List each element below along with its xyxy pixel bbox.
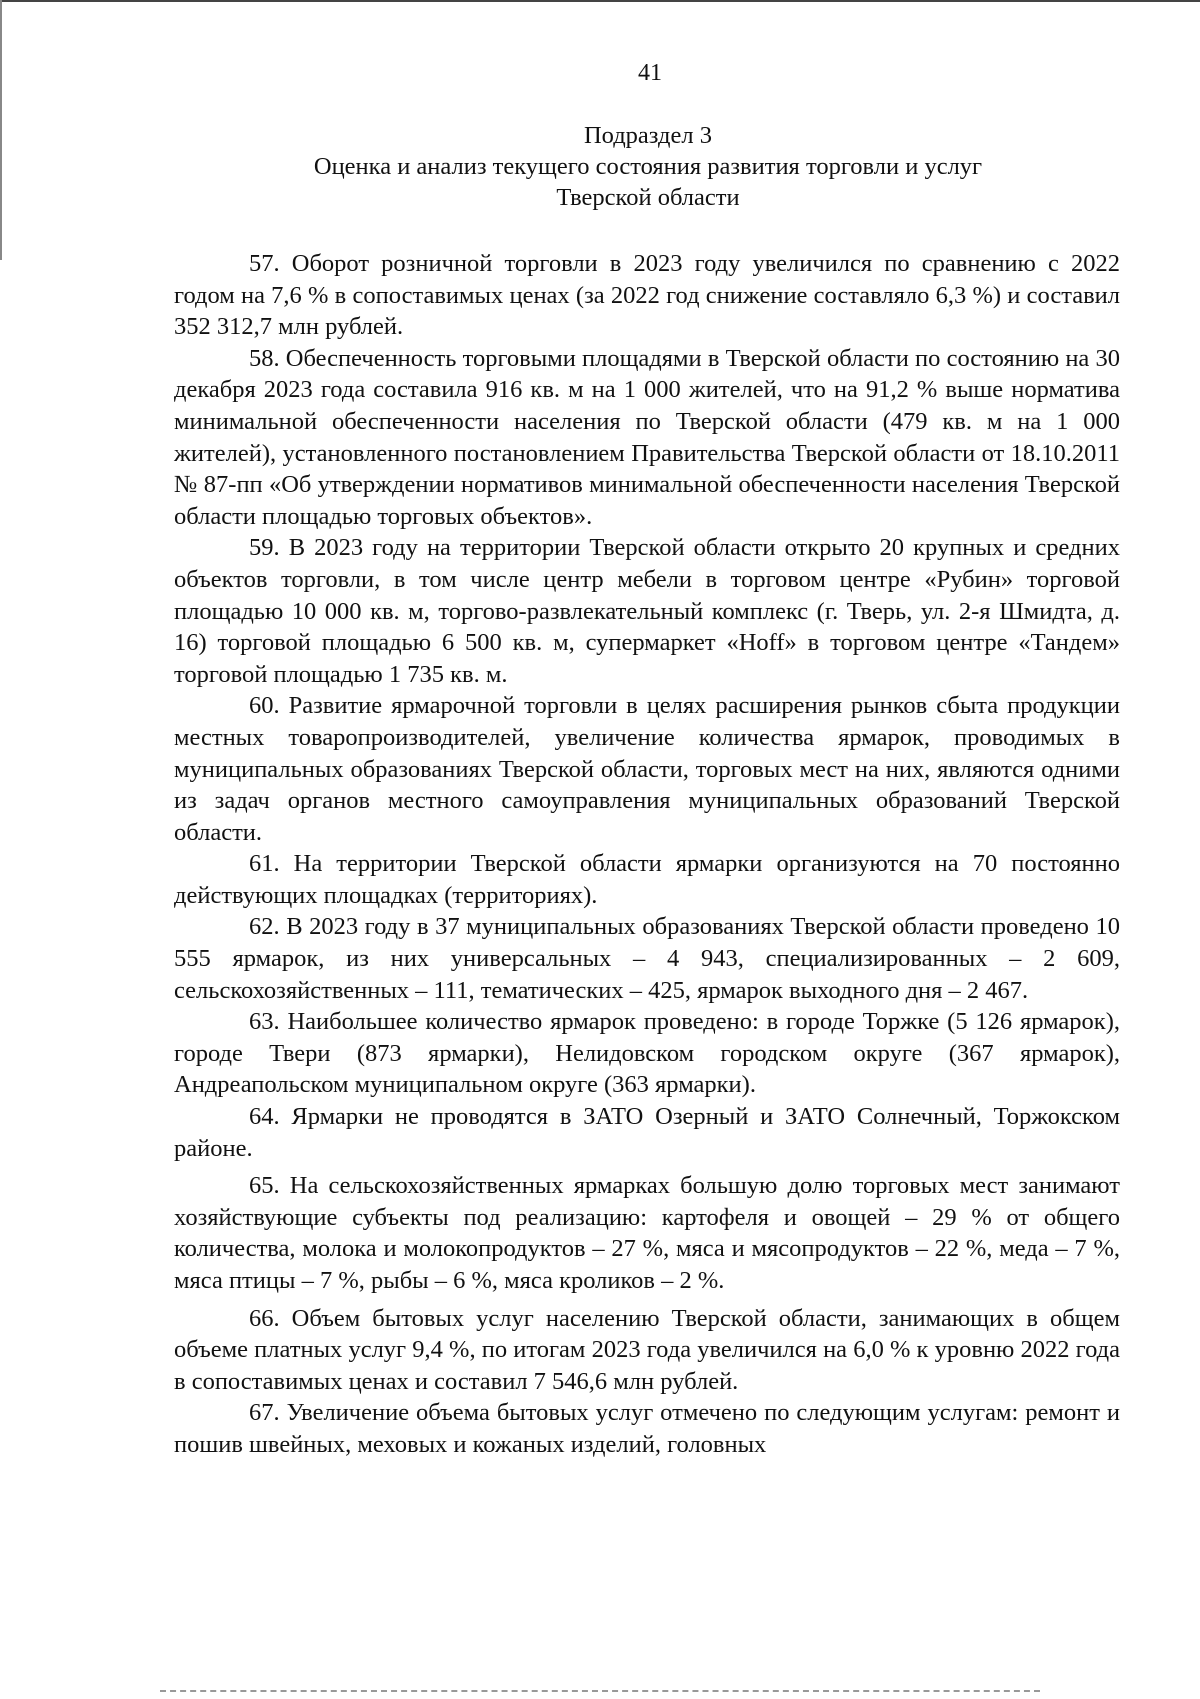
scan-left-edge xyxy=(0,0,2,260)
paragraph-62: 62. В 2023 году в 37 муниципальных образованиях Тверской области проведено 10 555 ярмарок, из них универсальных – 4 943, специализированных – 2 609, сельскохозяйственных – 111, тематических – 425, ярмарок выходного дня – 2 467. xyxy=(174,913,1120,1004)
paragraph-60: 60. Развитие ярмарочной торговли в целях расширения рынков сбыта продукции местных товаропроизводителей, увеличение количества ярмарок, проводимых в муниципальных образованиях Тверской области, торговых мест на них, являются одними из задач органов местного самоуправления муниципальных образований Тверской области. xyxy=(174,692,1120,846)
paragraph-66: 66. Объем бытовых услуг населению Тверской области, занимающих в общем объеме платных услуг 9,4 %, по итогам 2023 года увеличился на 6,0 % к уровню 2022 года в сопоставимых ценах и составил 7 546,6 млн рублей. xyxy=(174,1304,1120,1395)
page-number: 41 xyxy=(638,60,662,86)
paragraph-59: 59. В 2023 году на территории Тверской области открыто 20 крупных и средних объектов торговли, в том числе центр мебели в торговом центре «Рубин» торговой площадью 10 000 кв. м, торгово-развлекательный комплекс (г. Тверь, ул. 2-я Шмидта, д. 16) торговой площадью 6 500 кв. м, супермаркет «Hoff» в торговом центре «Тандем» торговой площадью 1 735 кв. м. xyxy=(174,534,1120,688)
subsection-label: Подраздел 3 xyxy=(583,122,712,149)
paragraph-63: 63. Наибольшее количество ярмарок проведено: в городе Торжке (5 126 ярмарок), городе Твери (873 ярмарки), Нелидовском городском округе (367 ярмарок), Андреапольском муниципальном округе (363 ярмарки). xyxy=(174,1008,1120,1099)
paragraph-65: 65. На сельскохозяйственных ярмарках большую долю торговых мест занимают хозяйствующие субъекты под реализацию: картофеля и овощей – 29 % от общего количества, молока и молокопродуктов – 27 %, мяса и мясопродуктов – 22 %, меда – 7 %, мяса птицы – 7 %, рыбы – 6 %, мяса кроликов – 2 %. xyxy=(174,1172,1120,1294)
paragraph-58: 58. Обеспеченность торговыми площадями в Тверской области по состоянию на 30 декабря 2023 года составила 916 кв. м на 1 000 жителей, что на 91,2 % выше норматива минимальной обеспеченности населения по Тверской области (479 кв. м на 1 000 жителей), установленного постановлением Правительства Тверской области от 18.10.2011 № 87-пп «Об утверждении нормативов минимальной обеспеченности населения Тверской области площадью торговых объектов». xyxy=(174,344,1120,530)
section-title-line-1: Оценка и анализ текущего состояния развития торговли и услуг xyxy=(313,153,983,180)
paragraph-61: 61. На территории Тверской области ярмарки организуются на 70 постоянно действующих площадках (территориях). xyxy=(174,850,1120,909)
paragraph-64: 64. Ярмарки не проводятся в ЗАТО Озерный и ЗАТО Солнечный, Торжокском районе. xyxy=(174,1103,1120,1162)
body-text xyxy=(174,248,1120,1461)
paragraph-67: 67. Увеличение объема бытовых услуг отмечено по следующим услугам: ремонт и пошив швейных, меховых и кожаных изделий, головных xyxy=(174,1399,1120,1458)
paragraph-57: 57. Оборот розничной торговли в 2023 году увеличился по сравнению с 2022 годом на 7,6 % в сопоставимых ценах (за 2022 год снижение составляло 6,3 %) и составил 352 312,7 млн рублей. xyxy=(174,250,1120,341)
scan-top-edge xyxy=(0,0,1200,2)
scan-bottom-edge xyxy=(160,1690,1040,1692)
section-heading xyxy=(174,120,1122,213)
section-title-line-2: Тверской области xyxy=(556,184,740,211)
